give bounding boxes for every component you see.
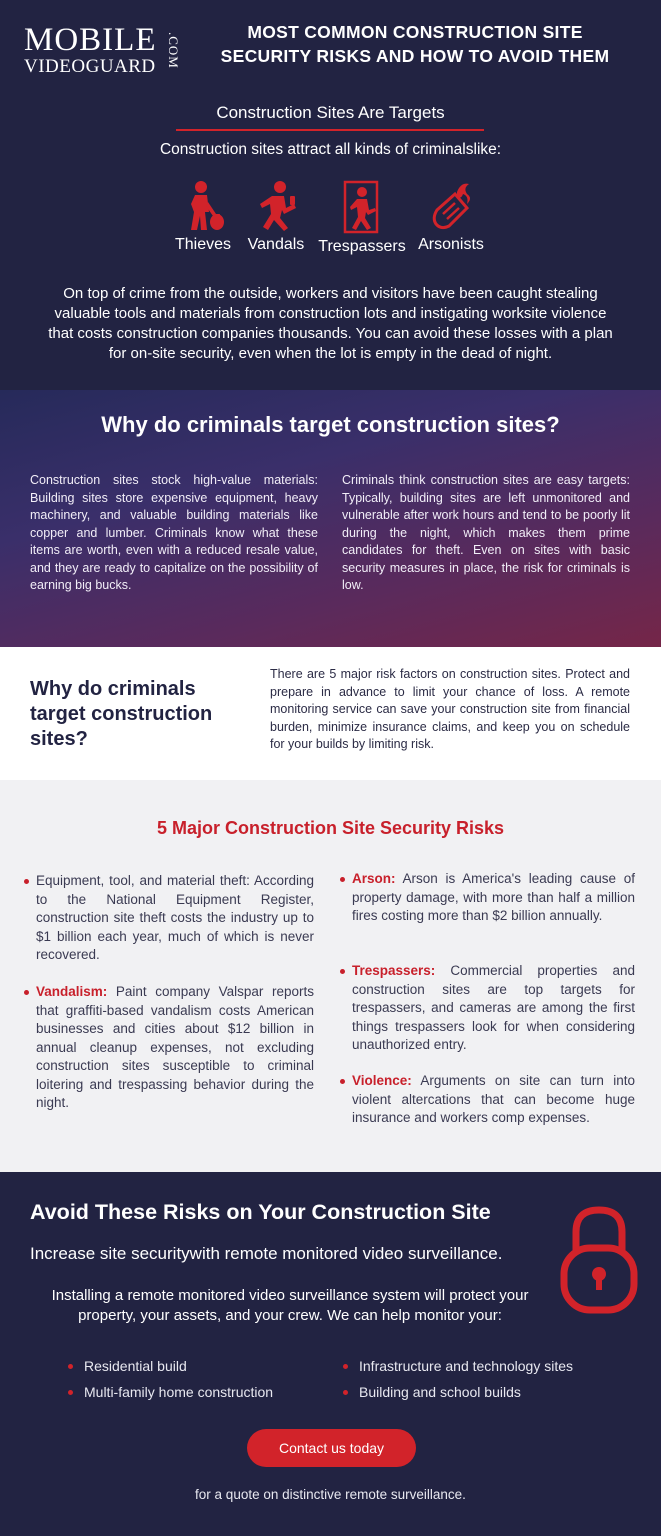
logo-line-2: VIDEOGUARD xyxy=(24,56,156,77)
risk-factors-section xyxy=(0,647,661,780)
list-item-label: Building and school builds xyxy=(359,1384,521,1400)
lock-icon xyxy=(560,1204,638,1314)
avoid-subheading: Increase site securitywith remote monitored video surveillance. xyxy=(30,1244,503,1263)
header-section xyxy=(0,0,661,390)
bullet-dot xyxy=(68,1364,73,1369)
risk-item-trespassers xyxy=(340,962,635,1055)
risk-text: Commercial properties and construction sites are top targets for trespassers, and cameras are among the first things trespassers look for when considering unauthorized entry. xyxy=(352,963,635,1052)
contact-us-button[interactable]: Contact us today xyxy=(247,1429,416,1467)
bullet-dot xyxy=(68,1390,73,1395)
risk-keyword: Violence: xyxy=(352,1073,412,1088)
avoid-body: Installing a remote monitored video surveillance system will protect your property, your assets, and your crew. We can help monitor your: xyxy=(51,1287,529,1324)
why-section xyxy=(0,390,661,647)
why-column-left: Construction sites stock high-value materials: Building sites store expensive equipment, heavy machinery, and valuable building materials like copper and lumber. Criminals know what these items are worth, even with a reduced resale value, and they are ready to capitalize on the possibility of earning big bucks. xyxy=(30,473,318,592)
title-line-1: MOST COMMON CONSTRUCTION SITE xyxy=(247,22,583,42)
risk-item-vandalism xyxy=(24,983,314,1113)
risk-item-theft xyxy=(24,872,314,965)
risk-keyword: Trespassers: xyxy=(352,963,436,978)
logo[interactable] xyxy=(24,22,181,78)
risk-item-violence xyxy=(340,1072,635,1128)
list-item xyxy=(343,1358,573,1374)
heading-underline xyxy=(176,129,484,131)
risk-keyword: Vandalism: xyxy=(36,984,108,999)
intro-paragraph: On top of crime from the outside, workers and visitors have been caught stealing valuable tools and materials from construction lots and instigating worksite violence that costs construction companies thousands. You can avoid these losses with a plan for on-site security, even when the lot is empty in the dead of night. xyxy=(48,285,613,362)
risk-text: Equipment, tool, and material theft: According to the National Equipment Register, construction site theft costs the industry up to $1 billion each year, much of which is never recovered. xyxy=(36,873,314,962)
risk-keyword: Arson: xyxy=(352,871,396,886)
page-title xyxy=(195,20,635,68)
intro-text: Construction sites attract all kinds of criminalslike: xyxy=(159,141,502,158)
why-column-right: Criminals think construction sites are easy targets: Typically, building sites are left unmonitored and vulnerable after work hours and tend to be poorly lit during the night, which makes them prime candidates for theft. Even on sites with basic security measures in place, the risk for criminals is low. xyxy=(342,473,630,592)
criminal-vandals xyxy=(226,180,326,254)
list-item xyxy=(68,1358,187,1374)
thief-icon xyxy=(181,180,225,232)
risk-factors-heading: Why do criminals target construction sites? xyxy=(30,678,213,750)
risk-factors-text: There are 5 major risk factors on construction sites. Protect and prepare in advance to limit your chance of loss. A remote monitoring service can save your construction site from financial burden, minimize insurance claims, and keep you on schedule for your builds by limiting risk. xyxy=(270,667,630,751)
avoid-section xyxy=(0,1172,661,1536)
bullet-dot xyxy=(24,879,29,884)
bullet-dot xyxy=(343,1364,348,1369)
criminal-label: Thieves xyxy=(174,236,232,253)
risks-section xyxy=(0,780,661,1172)
section-heading: Construction Sites Are Targets xyxy=(216,103,445,122)
criminal-trespassers xyxy=(312,180,412,256)
risk-text: Paint company Valspar reports that graffiti-based vandalism costs American businesses and cities about $12 billion in annual cleanup expenses, not excluding construction sites susceptible to criminal loitering and trespassing behavior during the night. xyxy=(36,984,314,1110)
risk-item-arson xyxy=(340,870,635,926)
risk-text: Arson is America's leading cause of property damage, with more than half a million fires costing more than $2 billion annually. xyxy=(352,871,635,923)
risk-text: Arguments on site can turn into violent altercations that can become huge insurance and workers comp expenses. xyxy=(352,1073,635,1125)
criminal-arsonists xyxy=(401,180,501,254)
trespasser-icon xyxy=(342,180,382,234)
bullet-dot xyxy=(343,1390,348,1395)
vandal-icon xyxy=(254,180,298,232)
title-line-2: SECURITY RISKS AND HOW TO AVOID THEM xyxy=(220,46,610,66)
list-item-label: Multi-family home construction xyxy=(84,1384,274,1400)
why-heading: Why do criminals target construction sites? xyxy=(101,412,560,437)
avoid-heading: Avoid These Risks on Your Construction Site xyxy=(30,1200,491,1224)
criminal-label: Vandals xyxy=(247,236,305,253)
list-item-label: Infrastructure and technology sites xyxy=(359,1358,574,1374)
bullet-dot xyxy=(340,877,345,882)
risks-heading: 5 Major Construction Site Security Risks xyxy=(156,818,505,838)
list-item xyxy=(68,1384,273,1400)
bullet-dot xyxy=(340,1079,345,1084)
criminal-label: Trespassers xyxy=(318,238,406,255)
logo-line-1: MOBILE xyxy=(24,22,157,58)
list-item xyxy=(343,1384,521,1400)
list-item-label: Residential build xyxy=(84,1358,187,1374)
criminal-label: Arsonists xyxy=(418,236,484,253)
bullet-dot xyxy=(340,969,345,974)
bullet-dot xyxy=(24,990,29,995)
footer-text: for a quote on distinctive remote surveillance. xyxy=(195,1487,466,1502)
arsonist-icon xyxy=(427,180,475,232)
logo-suffix: .COM xyxy=(166,32,181,69)
